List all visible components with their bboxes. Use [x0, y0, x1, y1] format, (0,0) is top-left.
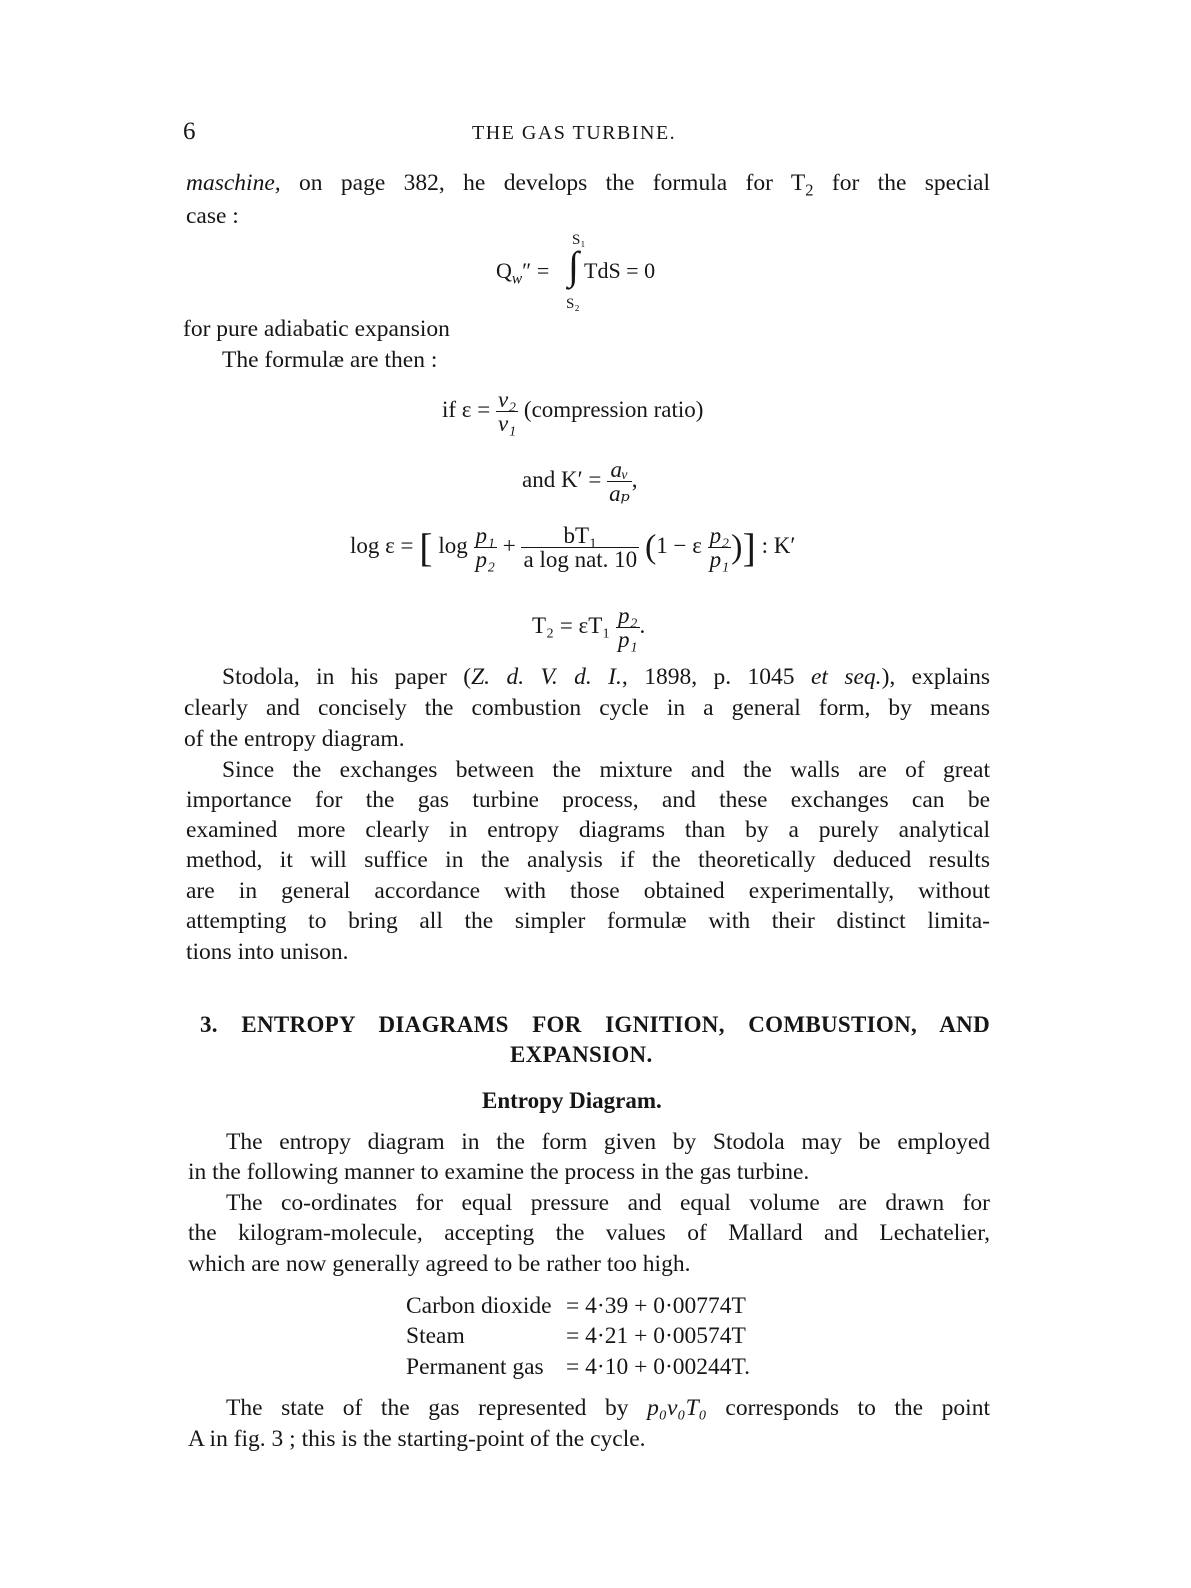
- since-line-6: attempting to bring all the simpler formulæ with their distinct limita-: [186, 908, 990, 934]
- intro-line-2: case :: [186, 203, 239, 229]
- entropy-line-2: in the following manner to examine the process in the gas turbine.: [188, 1159, 810, 1185]
- since-line-3: examined more clearly in entropy diagrams than by a purely analytical: [186, 817, 990, 843]
- coords-line-1: The co-ordinates for equal pressure and equal volume are drawn for: [226, 1190, 990, 1216]
- equation-log-epsilon: [350, 524, 795, 571]
- equation-compression-ratio: [442, 388, 703, 435]
- eq4-bracket-close: ]: [742, 525, 756, 570]
- eq4-plus: +: [502, 532, 516, 558]
- para-formulae: The formulæ are then :: [222, 347, 438, 373]
- eq3-prefix: and K′ =: [522, 466, 602, 492]
- table-row-value: = 4·39 + 0·00774T: [566, 1293, 746, 1319]
- stodola-line-2: clearly and concisely the combustion cycle in a general form, by means: [184, 695, 990, 721]
- since-line-2: importance for the gas turbine process, and these exchanges can be: [186, 787, 990, 813]
- coords-line-2: the kilogram-molecule, accepting the values of Mallard and Lechatelier,: [188, 1220, 990, 1246]
- eq5-num: p₂: [618, 603, 638, 628]
- section-title-line-1: 3. ENTROPY DIAGRAMS FOR IGNITION, COMBUSTION, AND: [200, 1012, 990, 1037]
- state-line-2: A in fig. 3 ; this is the starting-point of the cycle.: [188, 1426, 646, 1452]
- intro-text-b: for the special: [813, 170, 990, 196]
- eq1-lower-limit: S₂: [566, 296, 580, 312]
- table-row-label: Permanent gas: [406, 1354, 544, 1380]
- intro-text-a: on page 382, he develops the formula for T: [280, 170, 806, 196]
- entropy-line-1: The entropy diagram in the form given by Stodola may be employed: [226, 1129, 990, 1155]
- eq4-paren-close: ): [731, 528, 743, 566]
- eq4-f1-den: p₂: [475, 547, 495, 572]
- eq4-paren-open: (: [644, 528, 657, 566]
- stodola-line-3: of the entropy diagram.: [184, 726, 405, 752]
- coords-line-3: which are now generally agreed to be rather too high.: [188, 1251, 691, 1277]
- eq2-num: v₂: [497, 387, 517, 412]
- equation-integral: [496, 232, 696, 320]
- since-line-5: are in general accordance with those obtained experimentally, without: [186, 878, 990, 904]
- eq4-f3-num: p₂: [709, 523, 730, 548]
- eq4-f3-den: p₁: [709, 547, 730, 572]
- eq1-upper-limit: S₁: [572, 232, 586, 248]
- eq3-den: aₚ: [609, 481, 630, 506]
- equation-k-prime: [522, 458, 638, 505]
- section-title-line-2: EXPANSION.: [510, 1042, 653, 1067]
- eq4-suffix: : K′: [761, 532, 796, 558]
- table-row-label: Carbon dioxide: [406, 1293, 552, 1319]
- eq4-fraction-3: [708, 524, 732, 571]
- since-line-1: Since the exchanges between the mixture and the walls are of great: [222, 757, 990, 783]
- eq4-fraction-2: [521, 524, 639, 571]
- eq4-lhs: log ε =: [350, 532, 414, 558]
- eq3-fraction: [607, 458, 632, 505]
- eq2-suffix: (compression ratio): [523, 396, 704, 422]
- equation-t2: [532, 604, 645, 651]
- eq4-bracket-open: [: [419, 525, 433, 570]
- eq4-log: log: [438, 532, 468, 558]
- eq4-fraction-1: [474, 524, 498, 571]
- eq1-integrand: TdS = 0: [584, 258, 656, 283]
- eq5-prefix: T₂ = εT₁: [532, 612, 611, 638]
- page-number: 6: [183, 118, 196, 145]
- state-line-1: The state of the gas represented by p₀v₀T₀ corresponds to the point: [226, 1395, 990, 1421]
- intro-italic-word: maschine,: [186, 170, 281, 196]
- eq4-one-minus: 1 − ε: [656, 532, 702, 558]
- intro-line-1: [186, 170, 990, 201]
- since-line-4: method, it will suffice in the analysis if the theoretically deduced results: [186, 847, 990, 873]
- section-subtitle: Entropy Diagram.: [482, 1088, 662, 1113]
- eq4-f2-den: a log nat. 10: [523, 547, 638, 572]
- running-title: THE GAS TURBINE.: [472, 122, 677, 144]
- eq3-suffix: ,: [631, 466, 638, 492]
- eq3-num: aᵥ: [607, 458, 632, 482]
- eq4-f1-num: p₁: [475, 523, 495, 548]
- table-row-value: = 4·10 + 0·00244T.: [566, 1354, 751, 1380]
- eq5-fraction: [616, 604, 640, 651]
- integral-sign: ∫: [568, 243, 579, 288]
- eq2-prefix: if ε =: [442, 396, 491, 422]
- eq4-f2-num: bT₁: [521, 524, 639, 548]
- stodola-line-1: Stodola, in his paper (Z. d. V. d. I., 1898, p. 1045 et seq.), explains: [222, 664, 991, 690]
- intro-sub: 2: [805, 180, 814, 200]
- eq1-lhs: $Q_w''$ =: [496, 258, 550, 288]
- eq5-suffix: .: [639, 612, 646, 638]
- eq5-den: p₁: [618, 627, 638, 652]
- eq2-den: v₁: [497, 411, 517, 436]
- para-adiabatic: for pure adiabatic expansion: [183, 316, 450, 342]
- table-row-value: = 4·21 + 0·00574T: [566, 1323, 746, 1349]
- table-row-label: Steam: [406, 1323, 465, 1349]
- since-line-7: tions into unison.: [186, 939, 349, 965]
- eq2-fraction: [496, 388, 518, 435]
